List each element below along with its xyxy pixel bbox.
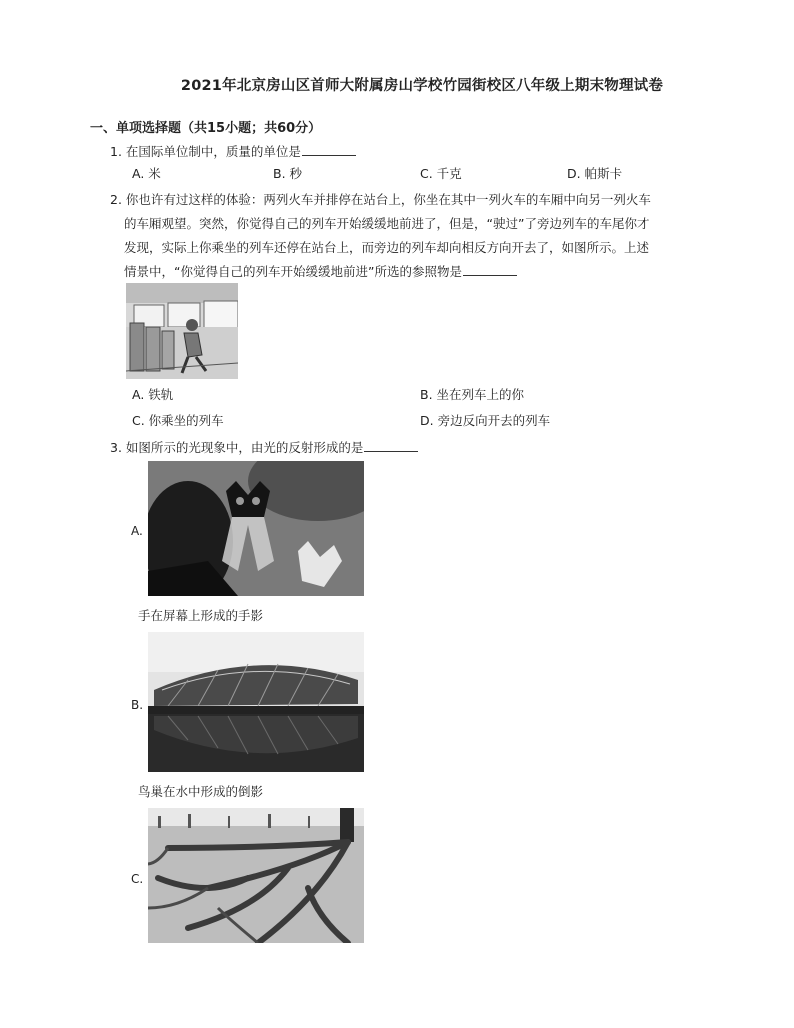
- q3-option-b-label: B.: [131, 698, 144, 712]
- q1-option-c: C. 千克: [420, 166, 462, 181]
- q2-option-c: C. 你乘坐的列车: [132, 413, 224, 428]
- question-2-line: 2. 你也许有过这样的体验：两列火车并排停在站台上，你坐在其中一列火车的车厢中向另一列火车: [110, 192, 651, 207]
- page-title: 2021年北京房山区首师大附属房山学校竹园街校区八年级上期末物理试卷: [180, 78, 664, 94]
- question-2-line: 的车厢观望。突然，你觉得自己的列车开始缓缓地前进了，但是，“驶过”了旁边列车的车尾你才: [124, 216, 650, 231]
- q2-option-d: D. 旁边反向开去的列车: [420, 413, 551, 428]
- q1-option-a: A. 米: [132, 166, 161, 181]
- question-2: [110, 188, 730, 284]
- q1-option-b: B. 秒: [273, 166, 303, 181]
- answer-blank: [302, 141, 356, 156]
- q1-option-d: D. 帕斯卡: [567, 166, 623, 181]
- tree-shadow-photo: [148, 808, 364, 943]
- q3-option-a-caption: 手在屏幕上形成的手影: [138, 608, 264, 623]
- question-3-stem: 3. 如图所示的光现象中，由光的反射形成的是: [110, 440, 364, 455]
- answer-blank: [364, 437, 418, 452]
- answer-blank: [463, 261, 517, 276]
- birds-nest-reflection-photo: [148, 632, 364, 772]
- train-interior-illustration: [126, 283, 238, 379]
- q2-option-a: A. 铁轨: [132, 387, 174, 402]
- q3-option-a-label: A.: [131, 524, 143, 538]
- question-2-line: 情景中，“你觉得自己的列车开始缓缓地前进”所选的参照物是: [124, 264, 462, 279]
- q2-option-b: B. 坐在列车上的你: [420, 387, 525, 402]
- question-3: [110, 436, 418, 460]
- hand-shadow-photo: [148, 461, 364, 596]
- question-1: [110, 140, 356, 164]
- q3-option-c-label: C.: [131, 872, 144, 886]
- section-heading: 一、单项选择题（共15小题；共60分）: [90, 121, 322, 136]
- question-2-line: 发现，实际上你乘坐的列车还停在站台上，而旁边的列车却向相反方向开去了，如图所示。上述: [124, 240, 650, 255]
- q3-option-b-caption: 鸟巢在水中形成的倒影: [138, 784, 264, 799]
- question-1-stem: 1. 在国际单位制中，质量的单位是: [110, 144, 301, 159]
